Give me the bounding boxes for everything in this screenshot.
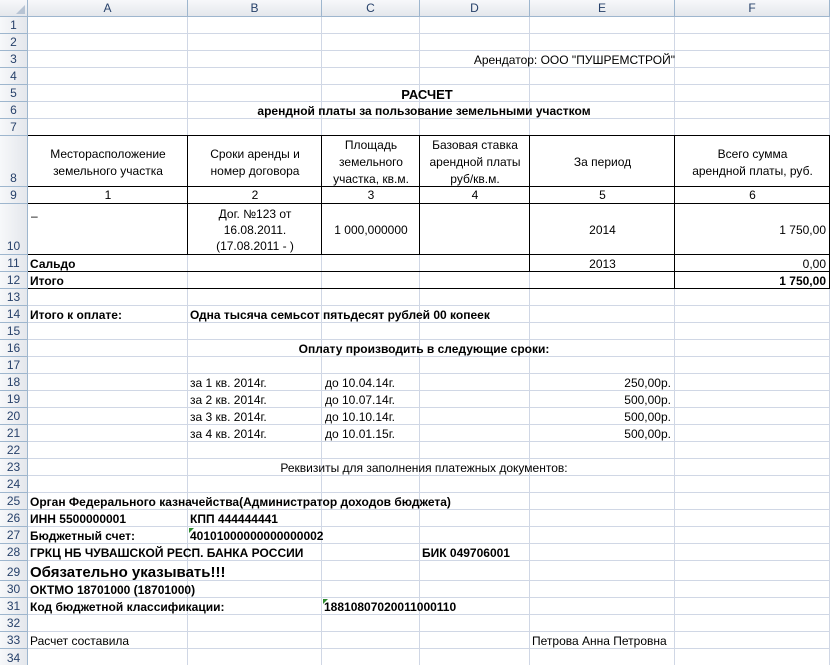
- requisites-title: Реквизиты для заполнения платежных документов:: [280, 461, 568, 475]
- schedule-due-date[interactable]: до 10.01.15г.: [325, 427, 395, 441]
- row-header-9[interactable]: 9: [0, 187, 28, 204]
- row-header-29[interactable]: 29: [0, 561, 28, 581]
- grid-line: [28, 407, 830, 408]
- column-header-a[interactable]: A: [28, 0, 188, 17]
- treasury-label: Орган Федерального казначейства(Администратор доходов бюджета): [30, 495, 451, 509]
- col-number-3: 3: [367, 188, 375, 202]
- row-header-16[interactable]: 16: [0, 340, 28, 357]
- row-header-10[interactable]: 10: [0, 204, 28, 255]
- grid-line: [28, 648, 830, 649]
- row-header-19[interactable]: 19: [0, 391, 28, 408]
- oktmo-value: ОКТМО 18701000 (18701000): [30, 583, 196, 597]
- location-value[interactable]: –: [31, 209, 38, 223]
- row-header-28[interactable]: 28: [0, 544, 28, 561]
- grid-line: [28, 543, 830, 544]
- to-pay-text: Одна тысяча семьсот пятьдесят рублей 00 копеек: [190, 308, 490, 322]
- schedule-due-date[interactable]: до 10.04.14г.: [325, 376, 395, 390]
- saldo-period[interactable]: 2013: [589, 257, 616, 271]
- column-header-c[interactable]: C: [322, 0, 420, 17]
- budget-account-label: Бюджетный счет:: [30, 529, 135, 543]
- inn-value: ИНН 5500000001: [30, 512, 127, 526]
- page-subtitle: арендной платы за пользование земельными участком: [257, 104, 591, 118]
- grid-line: [28, 390, 830, 391]
- grid-line: [28, 305, 830, 306]
- saldo-value[interactable]: 0,00: [802, 257, 826, 271]
- row-header-20[interactable]: 20: [0, 408, 28, 425]
- prepared-by-name: Петрова Анна Петровна: [532, 634, 667, 648]
- col-number-6: 6: [749, 188, 756, 202]
- must-specify-warning: Обязательно указывать!!!: [30, 564, 226, 581]
- schedule-amount[interactable]: 500,00р.: [624, 393, 671, 407]
- row-header-5[interactable]: 5: [0, 85, 28, 102]
- col-number-4: 4: [471, 188, 479, 202]
- row-header-23[interactable]: 23: [0, 459, 28, 476]
- kbk-label: Код бюджетной классификации:: [30, 600, 225, 614]
- row-header-32[interactable]: 32: [0, 615, 28, 632]
- grid-line: [674, 17, 675, 665]
- row-header-18[interactable]: 18: [0, 374, 28, 391]
- row-header-34[interactable]: 34: [0, 649, 28, 665]
- row-header-24[interactable]: 24: [0, 476, 28, 493]
- table-border: [28, 271, 830, 272]
- row-header-27[interactable]: 27: [0, 527, 28, 544]
- schedule-amount[interactable]: 250,00р.: [624, 376, 671, 390]
- table-border: [28, 288, 830, 289]
- row-header-22[interactable]: 22: [0, 442, 28, 459]
- table-border: [28, 254, 830, 255]
- header-period: За период: [573, 155, 632, 169]
- col-number-5: 5: [599, 188, 606, 202]
- grid-line: [28, 373, 830, 374]
- period-value[interactable]: 2014: [589, 223, 616, 237]
- col-number-2: 2: [251, 188, 259, 202]
- grid-line: [28, 526, 830, 527]
- grid-line: [28, 50, 830, 51]
- col-number-1: 1: [104, 188, 112, 202]
- to-pay-label: Итого к оплате:: [30, 308, 122, 322]
- table-border: [419, 135, 420, 255]
- bik-value: БИК 049706001: [422, 546, 510, 560]
- grid-line: [28, 424, 830, 425]
- row-header-15[interactable]: 15: [0, 323, 28, 340]
- row-header-1[interactable]: 1: [0, 17, 28, 34]
- row-header-13[interactable]: 13: [0, 289, 28, 306]
- header-rate: Базовая ставка арендной платы руб/кв.м.: [429, 138, 521, 186]
- prepared-by-label: Расчет составила: [30, 634, 130, 648]
- schedule-amount[interactable]: 500,00р.: [624, 427, 671, 441]
- table-border: [674, 254, 675, 289]
- row-header-6[interactable]: 6: [0, 102, 28, 119]
- row-header-7[interactable]: 7: [0, 119, 28, 136]
- tenant-label: Арендатор: ООО "ПУШРЕМСТРОЙ": [473, 53, 675, 67]
- table-border: [674, 135, 675, 255]
- grid-line: [28, 631, 830, 632]
- row-header-12[interactable]: 12: [0, 272, 28, 289]
- total-value[interactable]: 1 750,00: [779, 223, 826, 237]
- header-total: Всего сумма арендной платы, руб.: [692, 147, 813, 178]
- contract-value[interactable]: Дог. №123 от 16.08.2011. (17.08.2011 - ): [216, 207, 294, 253]
- row-header-3[interactable]: 3: [0, 51, 28, 68]
- row-header-8[interactable]: 8: [0, 136, 28, 187]
- row-header-33[interactable]: 33: [0, 632, 28, 649]
- row-header-4[interactable]: 4: [0, 68, 28, 85]
- schedule-title: Оплату производить в следующие сроки:: [298, 342, 550, 356]
- table-border: [28, 203, 830, 204]
- bank-name: ГРКЦ НБ ЧУВАШСКОЙ РЕСП. БАНКА РОССИИ: [30, 546, 304, 560]
- grid-line: [28, 441, 830, 442]
- kbk-value: 18810807020011000110: [324, 600, 457, 614]
- grid-line: [28, 458, 830, 459]
- table-border: [28, 135, 830, 136]
- area-value[interactable]: 1 000,000000: [334, 223, 408, 237]
- header-contract: Сроки аренды и номер договора: [210, 147, 300, 178]
- header-location: Месторасположение земельного участка: [50, 147, 166, 178]
- grid-line: [28, 339, 830, 340]
- page-title: РАСЧЕТ: [401, 87, 453, 102]
- column-header-b[interactable]: B: [188, 0, 322, 17]
- header-area: Площадь земельного участка, кв.м.: [333, 138, 409, 186]
- column-header-e[interactable]: E: [530, 0, 675, 17]
- column-header-d[interactable]: D: [420, 0, 530, 17]
- table-border: [28, 186, 830, 187]
- row-header-25[interactable]: 25: [0, 493, 28, 510]
- table-border: [187, 135, 188, 255]
- schedule-quarter[interactable]: за 4 кв. 2014г.: [190, 427, 267, 441]
- budget-account-value: 40101000000000000002: [190, 529, 324, 543]
- kpp-value: КПП 444444441: [190, 512, 278, 526]
- row-header-21[interactable]: 21: [0, 425, 28, 442]
- itogo-value[interactable]: 1 750,00: [779, 274, 826, 288]
- table-border: [529, 135, 530, 255]
- schedule-quarter[interactable]: за 1 кв. 2014г.: [190, 376, 267, 390]
- row-header-30[interactable]: 30: [0, 581, 28, 598]
- row-header-26[interactable]: 26: [0, 510, 28, 527]
- schedule-due-date[interactable]: до 10.07.14г.: [325, 393, 395, 407]
- saldo-label: Сальдо: [30, 257, 76, 271]
- schedule-amount[interactable]: 500,00р.: [624, 410, 671, 424]
- schedule-quarter[interactable]: за 2 кв. 2014г.: [190, 393, 267, 407]
- grid-line: [28, 84, 830, 85]
- schedule-quarter[interactable]: за 3 кв. 2014г.: [190, 410, 267, 424]
- select-all-corner[interactable]: [0, 0, 28, 17]
- grid-line: [28, 492, 830, 493]
- schedule-due-date[interactable]: до 10.10.14г.: [325, 410, 395, 424]
- column-header-f[interactable]: F: [675, 0, 830, 17]
- row-header-2[interactable]: 2: [0, 34, 28, 51]
- row-header-31[interactable]: 31: [0, 598, 28, 615]
- table-border: [321, 135, 322, 255]
- table-border: [529, 254, 530, 272]
- row-header-14[interactable]: 14: [0, 306, 28, 323]
- row-header-11[interactable]: 11: [0, 255, 28, 272]
- row-header-17[interactable]: 17: [0, 357, 28, 374]
- grid-line: [28, 33, 830, 34]
- itogo-label: Итого: [30, 274, 64, 288]
